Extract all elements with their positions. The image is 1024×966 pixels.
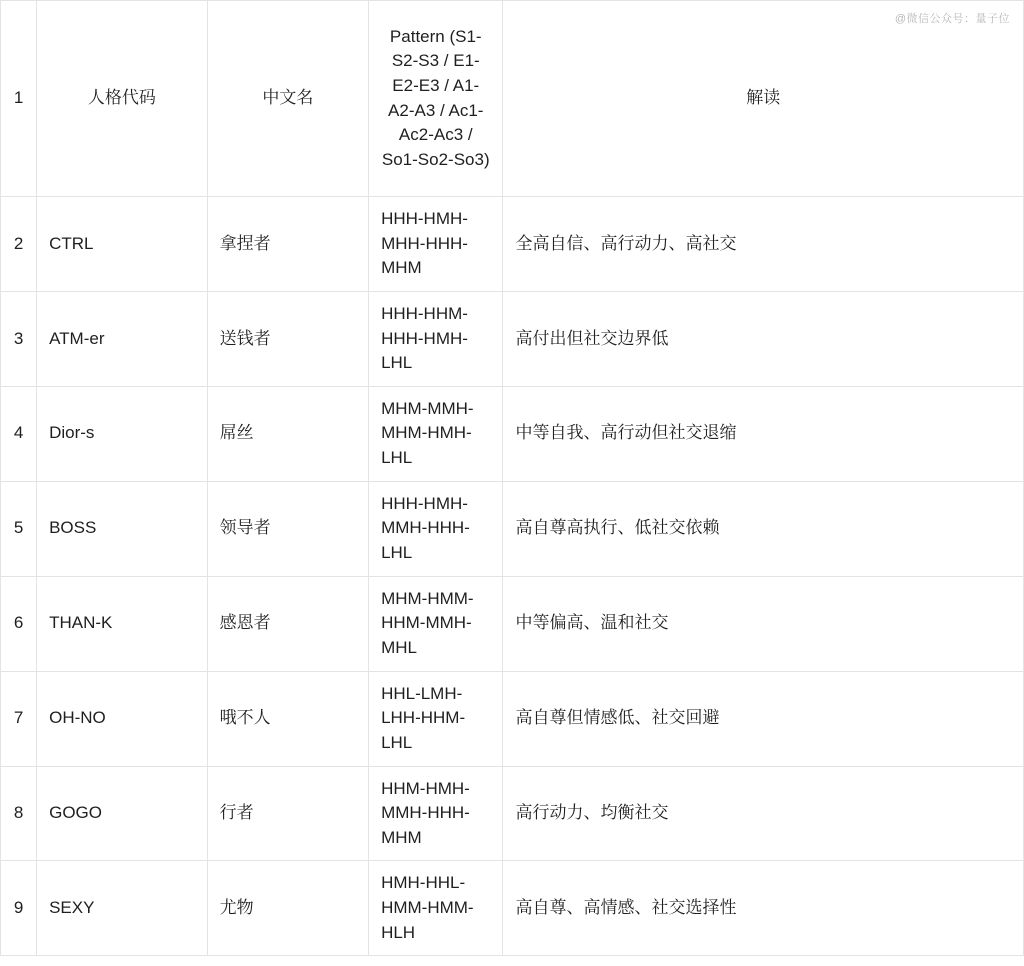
cell-chinese-name: 拿捏者	[207, 197, 368, 292]
table-row	[1, 671, 1024, 766]
table-row	[1, 861, 1024, 956]
cell-chinese-name: 领导者	[207, 481, 368, 576]
cell-pattern: HHH-HMH-MMH-HHH-LHL	[369, 481, 503, 576]
table-row	[1, 291, 1024, 386]
cell-pattern: HMH-HHL-HMM-HMM-HLH	[369, 861, 503, 956]
column-header-interpretation: 解读	[503, 1, 1024, 197]
row-number: 3	[1, 291, 37, 386]
cell-interpretation: 中等自我、高行动但社交退缩	[503, 386, 1024, 481]
table-row	[1, 576, 1024, 671]
row-number-1: 1	[1, 1, 37, 197]
cell-pattern: MHM-HMM-HHM-MMH-MHL	[369, 576, 503, 671]
cell-chinese-name: 屌丝	[207, 386, 368, 481]
row-number: 2	[1, 197, 37, 292]
table-row	[1, 197, 1024, 292]
cell-interpretation: 高行动力、均衡社交	[503, 766, 1024, 861]
column-header-pattern: Pattern (S1-S2-S3 / E1-E2-E3 / A1-A2-A3 / Ac1-Ac2-Ac3 / So1-So2-So3)	[369, 1, 503, 197]
cell-code: CTRL	[37, 197, 208, 292]
cell-code: ATM-er	[37, 291, 208, 386]
cell-chinese-name: 送钱者	[207, 291, 368, 386]
cell-code: GOGO	[37, 766, 208, 861]
cell-interpretation: 高付出但社交边界低	[503, 291, 1024, 386]
cell-chinese-name: 感恩者	[207, 576, 368, 671]
watermark-label: @微信公众号：量子位	[894, 13, 1010, 25]
cell-pattern: HHL-LMH-LHH-HHM-LHL	[369, 671, 503, 766]
row-number: 5	[1, 481, 37, 576]
row-number: 7	[1, 671, 37, 766]
cell-interpretation: 全高自信、高行动力、高社交	[503, 197, 1024, 292]
cell-interpretation: 高自尊高执行、低社交依赖	[503, 481, 1024, 576]
cell-code: OH-NO	[37, 671, 208, 766]
cell-pattern: MHM-MMH-MHM-HMH-LHL	[369, 386, 503, 481]
table-body	[1, 1, 1024, 956]
table-row	[1, 481, 1024, 576]
row-number: 9	[1, 861, 37, 956]
table-row	[1, 766, 1024, 861]
cell-code: SEXY	[37, 861, 208, 956]
cell-pattern: HHH-HMH-MHH-HHH-MHM	[369, 197, 503, 292]
row-number: 8	[1, 766, 37, 861]
cell-interpretation: 高自尊但情感低、社交回避	[503, 671, 1024, 766]
cell-pattern: HHM-HMH-MMH-HHH-MHM	[369, 766, 503, 861]
cell-chinese-name: 尤物	[207, 861, 368, 956]
cell-interpretation: 中等偏高、温和社交	[503, 576, 1024, 671]
cell-interpretation: 高自尊、高情感、社交选择性	[503, 861, 1024, 956]
cell-code: Dior-s	[37, 386, 208, 481]
cell-chinese-name: 行者	[207, 766, 368, 861]
row-number: 6	[1, 576, 37, 671]
column-header-chinese-name: 中文名	[207, 1, 368, 197]
cell-code: BOSS	[37, 481, 208, 576]
cell-chinese-name: 哦不人	[207, 671, 368, 766]
table-header-row	[1, 1, 1024, 197]
column-header-code: 人格代码	[37, 1, 208, 197]
cell-pattern: HHH-HHM-HHH-HMH-LHL	[369, 291, 503, 386]
cell-code: THAN-K	[37, 576, 208, 671]
table-row	[1, 386, 1024, 481]
row-number: 4	[1, 386, 37, 481]
